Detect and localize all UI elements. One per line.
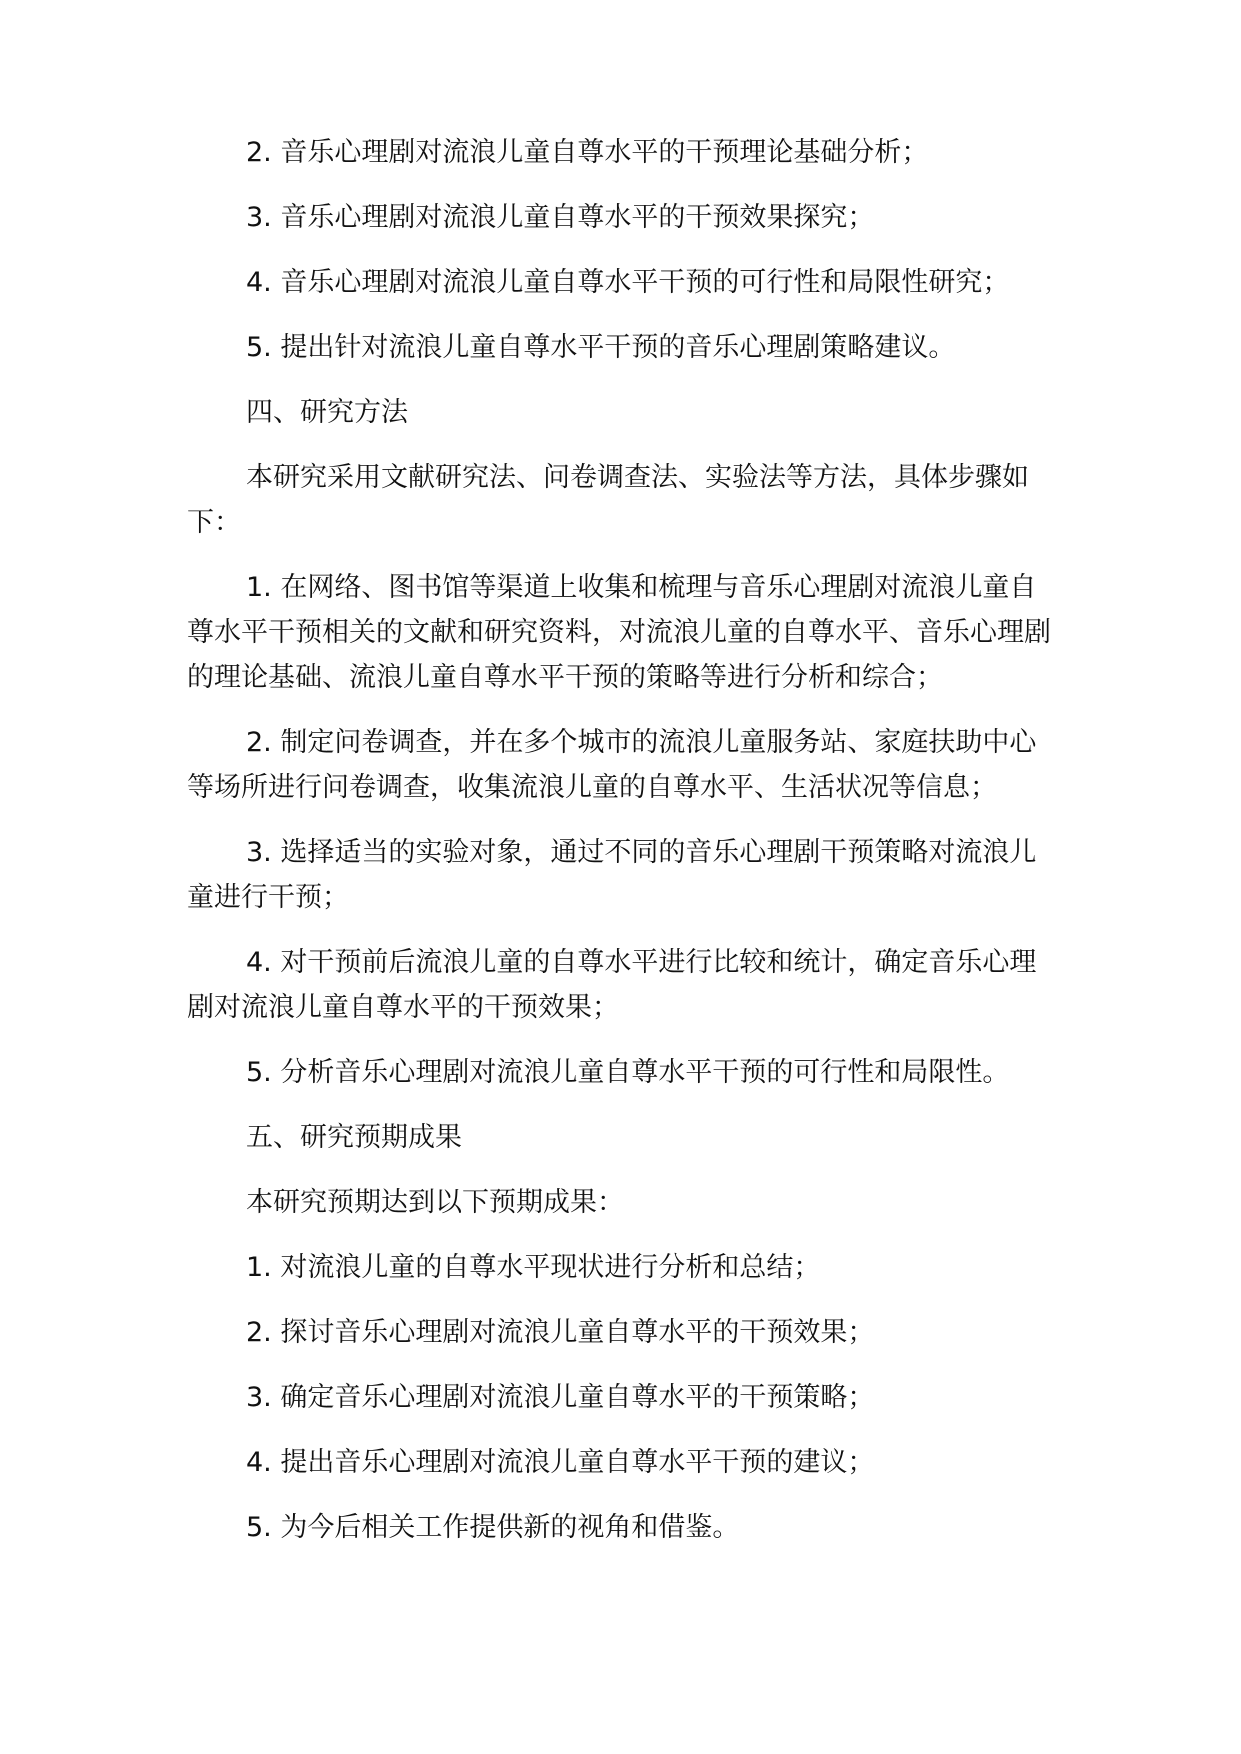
outcome-item-effect: 2. 探讨音乐心理剧对流浪儿童自尊水平的干预效果；: [246, 1317, 875, 1348]
outcome-item-strategy: 3. 确定音乐心理剧对流浪儿童自尊水平的干预策略；: [246, 1382, 875, 1413]
method-step-survey: 2. 制定问卷调查，并在多个城市的流浪儿童服务站、家庭扶助中心等场所进行问卷调查，收集流浪儿童的自尊水平、生活状况等信息；: [187, 727, 1037, 803]
section-heading-outcomes: 五、研究预期成果: [246, 1122, 462, 1153]
section-heading-methods: 四、研究方法: [246, 397, 408, 428]
methods-intro-paragraph: 本研究采用文献研究法、问卷调查法、实验法等方法，具体步骤如下：: [187, 462, 1029, 538]
list-item-effect-study: 3. 音乐心理剧对流浪儿童自尊水平的干预效果探究；: [246, 202, 875, 233]
list-item-theory-analysis: 2. 音乐心理剧对流浪儿童自尊水平的干预理论基础分析；: [246, 137, 929, 168]
method-step-analysis: 5. 分析音乐心理剧对流浪儿童自尊水平干预的可行性和局限性。: [246, 1057, 1010, 1088]
outcomes-intro-paragraph: 本研究预期达到以下预期成果：: [246, 1187, 624, 1218]
outcome-item-perspective: 5. 为今后相关工作提供新的视角和借鉴。: [246, 1512, 740, 1543]
document-page: [187, 130, 1053, 1570]
list-item-feasibility-study: 4. 音乐心理剧对流浪儿童自尊水平干预的可行性和局限性研究；: [246, 267, 1010, 298]
outcome-item-status-analysis: 1. 对流浪儿童的自尊水平现状进行分析和总结；: [246, 1252, 821, 1283]
method-step-experiment: 3. 选择适当的实验对象，通过不同的音乐心理剧干预策略对流浪儿童进行干预；: [187, 837, 1037, 913]
list-item-strategy-proposal: 5. 提出针对流浪儿童自尊水平干预的音乐心理剧策略建议。: [246, 332, 956, 363]
method-step-comparison: 4. 对干预前后流浪儿童的自尊水平进行比较和统计，确定音乐心理剧对流浪儿童自尊水平的干预效果；: [187, 947, 1037, 1023]
outcome-item-suggestion: 4. 提出音乐心理剧对流浪儿童自尊水平干预的建议；: [246, 1447, 875, 1478]
method-step-literature: 1. 在网络、图书馆等渠道上收集和梳理与音乐心理剧对流浪儿童自尊水平干预相关的文献和研究资料，对流浪儿童的自尊水平、音乐心理剧的理论基础、流浪儿童自尊水平干预的策略等进行分析和综合；: [187, 572, 1051, 693]
